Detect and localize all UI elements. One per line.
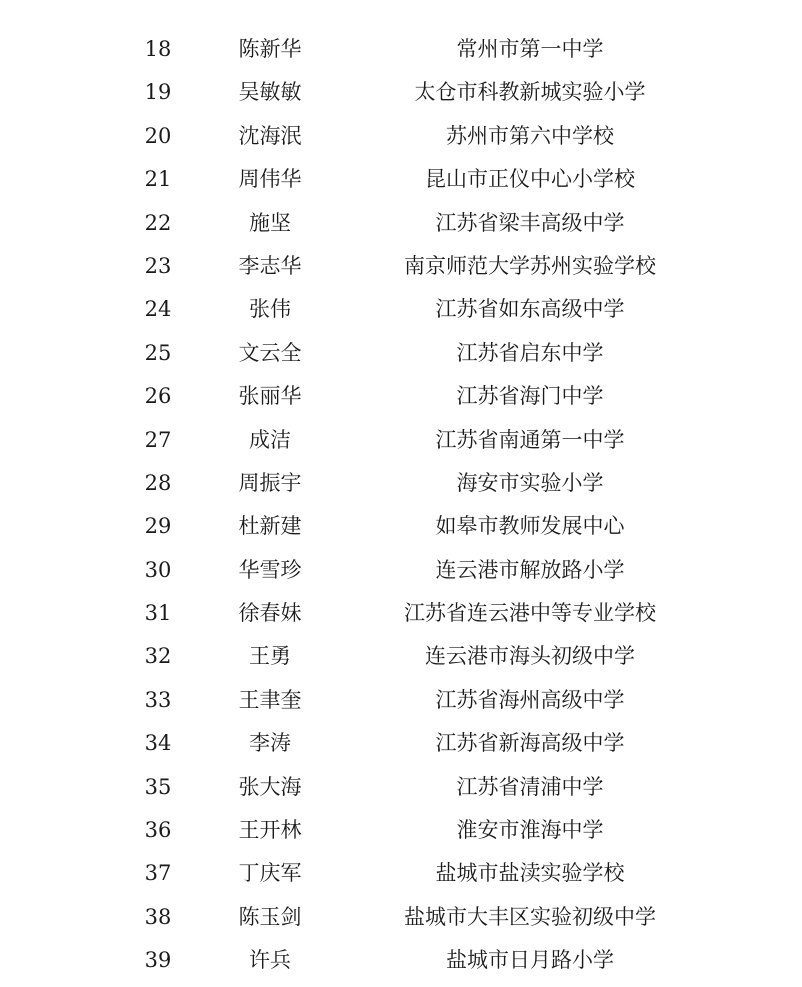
organization: 如皋市教师发展中心 — [435, 514, 625, 539]
organization: 江苏省清浦中学 — [456, 774, 604, 799]
person-name: 成洁 — [249, 427, 291, 452]
organization: 太仓市科教新城实验小学 — [414, 80, 646, 105]
row-number: 30 — [144, 557, 172, 582]
person-name: 施坚 — [249, 210, 291, 235]
organization: 常州市第一中学 — [456, 37, 604, 61]
row-number: 33 — [144, 687, 172, 712]
organization: 江苏省如东高级中学 — [435, 297, 625, 322]
row-number: 35 — [144, 774, 172, 799]
organization: 连云港市解放路小学 — [435, 557, 625, 582]
person-name: 吴敏敏 — [238, 80, 302, 105]
row-number: 22 — [144, 210, 172, 235]
list-row — [0, 852, 802, 895]
row-number: 20 — [144, 123, 172, 148]
row-number: 39 — [144, 948, 172, 973]
list-row — [0, 115, 802, 158]
organization: 江苏省南通第一中学 — [435, 427, 625, 452]
row-number: 19 — [144, 80, 172, 105]
person-name: 李志华 — [238, 253, 302, 278]
list-row — [0, 288, 802, 331]
name-list — [0, 28, 802, 983]
organization: 昆山市正仪中心小学校 — [425, 167, 635, 192]
row-number: 32 — [144, 644, 172, 669]
list-row — [0, 375, 802, 418]
organization: 淮安市淮海中学 — [456, 818, 604, 843]
row-number: 38 — [144, 904, 172, 929]
list-row — [0, 592, 802, 635]
list-row — [0, 505, 802, 548]
person-name: 文云全 — [238, 340, 302, 365]
row-number: 27 — [144, 427, 172, 452]
list-row — [0, 766, 802, 809]
person-name: 张大海 — [238, 774, 302, 799]
list-row — [0, 722, 802, 765]
list-row — [0, 245, 802, 288]
person-name: 华雪珍 — [238, 557, 302, 582]
organization: 江苏省新海高级中学 — [435, 731, 625, 756]
row-number: 26 — [144, 384, 172, 409]
row-number: 23 — [144, 253, 172, 278]
organization: 海安市实验小学 — [456, 470, 604, 495]
row-number: 18 — [144, 37, 172, 61]
organization: 盐城市盐渎实验学校 — [435, 861, 625, 886]
row-number: 37 — [144, 861, 172, 886]
organization: 连云港市海头初级中学 — [425, 644, 635, 669]
person-name: 王开林 — [238, 818, 302, 843]
organization: 江苏省海门中学 — [456, 384, 604, 409]
list-row — [0, 939, 802, 982]
person-name: 周振宇 — [238, 470, 302, 495]
list-row — [0, 896, 802, 939]
list-row — [0, 679, 802, 722]
organization: 江苏省连云港中等专业学校 — [404, 601, 656, 626]
person-name: 丁庆军 — [238, 861, 302, 886]
row-number: 29 — [144, 514, 172, 539]
row-number: 36 — [144, 818, 172, 843]
list-row — [0, 202, 802, 245]
person-name: 陈玉剑 — [238, 904, 302, 929]
list-row — [0, 635, 802, 678]
list-row — [0, 549, 802, 592]
organization: 盐城市日月路小学 — [446, 948, 614, 973]
list-row — [0, 28, 802, 71]
person-name: 许兵 — [249, 948, 291, 973]
list-row — [0, 419, 802, 462]
row-number: 34 — [144, 731, 172, 756]
person-name: 沈海泯 — [238, 123, 302, 148]
list-row — [0, 71, 802, 114]
person-name: 杜新建 — [238, 514, 302, 539]
list-row — [0, 809, 802, 852]
organization: 苏州市第六中学校 — [446, 123, 614, 148]
person-name: 张伟 — [249, 297, 291, 322]
row-number: 28 — [144, 470, 172, 495]
person-name: 张丽华 — [238, 384, 302, 409]
row-number: 31 — [144, 601, 172, 626]
organization: 盐城市大丰区实验初级中学 — [404, 904, 656, 929]
person-name: 陈新华 — [238, 37, 302, 61]
organization: 江苏省启东中学 — [456, 340, 604, 365]
person-name: 王聿奎 — [238, 687, 302, 712]
organization: 江苏省梁丰高级中学 — [435, 210, 625, 235]
organization: 江苏省海州高级中学 — [435, 687, 625, 712]
row-number: 21 — [144, 167, 172, 192]
row-number: 24 — [144, 297, 172, 322]
list-row — [0, 462, 802, 505]
person-name: 王勇 — [249, 644, 291, 669]
list-row — [0, 158, 802, 201]
person-name: 徐春妹 — [238, 601, 302, 626]
person-name: 李涛 — [249, 731, 291, 756]
organization: 南京师范大学苏州实验学校 — [404, 253, 656, 278]
person-name: 周伟华 — [238, 167, 302, 192]
list-row — [0, 332, 802, 375]
row-number: 25 — [144, 340, 172, 365]
